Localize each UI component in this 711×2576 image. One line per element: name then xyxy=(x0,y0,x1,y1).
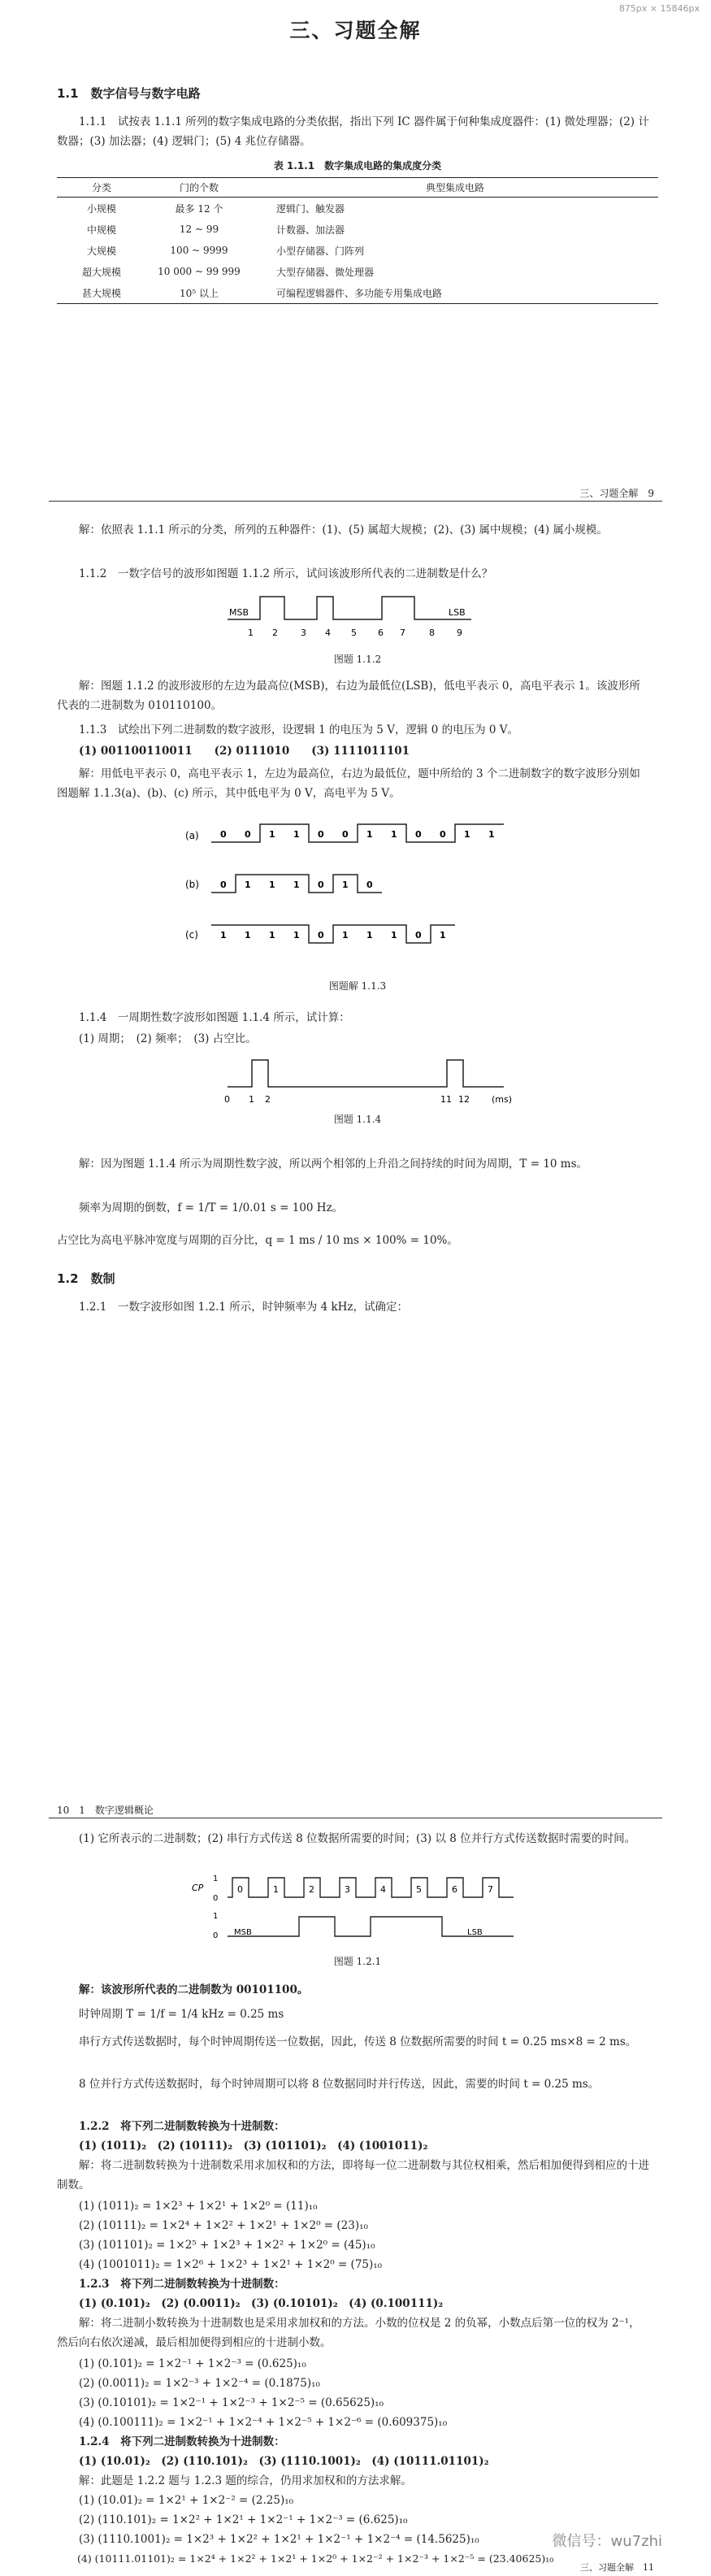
tick-label: 5 xyxy=(351,628,357,638)
bit-value-label: 1 xyxy=(440,930,446,940)
clock-index-label: 0 xyxy=(237,1884,243,1895)
page-1 xyxy=(0,0,711,423)
clock-waveform-line xyxy=(228,1878,514,1897)
level-label: 0 xyxy=(213,1931,219,1940)
answer-1-1-4-frequency: 频率为周期的倒数，f = 1/T = 1/0.01 s = 100 Hz。 xyxy=(79,1201,344,1214)
answer-1-2-4-line: (4) (10111.01101)₂ = 1×2⁴ + 1×2² + 1×2¹ + 1×2⁰ + 1×2⁻² + 1×2⁻³ + 1×2⁻⁵ = (23.40625)₁₀ xyxy=(77,2552,554,2565)
tick-label: 6 xyxy=(378,628,384,638)
bit-value-label: 1 xyxy=(245,880,251,890)
bit-value-label: 1 xyxy=(269,930,275,940)
bit-value-label: 0 xyxy=(318,930,324,940)
bit-value-label: 0 xyxy=(245,829,251,840)
answer-1-2-3-line: (3) (0.10101)₂ = 1×2⁻¹ + 1×2⁻³ + 1×2⁻⁵ = (0.65625)₁₀ xyxy=(79,2396,384,2409)
answer-1-1-1: 解：依照表 1.1.1 所示的分类，所列的五种器件：(1)、(5) 属超大规模；(2)、(3) 属中规模；(4) 属小规模。 xyxy=(79,523,608,536)
page-header: 三、习题全解 9 xyxy=(579,488,654,499)
question-1-1-4-items: (1) 周期； (2) 频率； (3) 占空比。 xyxy=(79,1032,257,1045)
clock-index-label: 6 xyxy=(452,1884,457,1895)
tick-label: 12 xyxy=(458,1094,470,1105)
answer-1-2-3-method: 解：将二进制小数转换为十进制数也是采用求加权和的方法。小数的位权是 2 的负幂，小数点后第一位的权为 2⁻¹，然后向右依次递减，最后相加便得到相应的十进制小数。 xyxy=(57,2317,640,2349)
bit-value-label: 1 xyxy=(269,829,275,840)
page-title: 三、习题全解 xyxy=(289,19,422,42)
clock-index-label: 3 xyxy=(345,1884,350,1895)
table-cell: 10 000 ~ 99 999 xyxy=(158,266,241,277)
table-row xyxy=(57,282,658,304)
bit-value-label: 1 xyxy=(220,930,227,940)
bit-value-label: 1 xyxy=(366,829,373,840)
bit-value-label: 1 xyxy=(488,829,495,840)
bit-value-label: 0 xyxy=(342,829,349,840)
answer-parallel-time: 8 位并行方式传送数据时，每个时钟周期可以将 8 位数据同时并行传送，因此，需要的时间 t = 0.25 ms。 xyxy=(79,2078,600,2091)
question-1-1-1: 1.1.1 试按表 1.1.1 所列的数字集成电路的分类依据，指出下列 IC 器件属于何种集成度器件：(1) 微处理器；(2) 计数器；(3) 加法器；(4) 逻辑门；(5) 4 兆位存储器。 xyxy=(57,115,649,148)
level-label: 0 xyxy=(213,1894,219,1903)
answer-1-2-4-line: (3) (1110.1001)₂ = 1×2³ + 1×2² + 1×2¹ + 1×2⁻¹ + 1×2⁻⁴ = (14.5625)₁₀ xyxy=(79,2533,479,2546)
integration-table xyxy=(57,177,658,304)
question-1-2-4-items: (1) (10.01)₂ (2) (110.101)₂ (3) (1110.1001)₂ (4) (10111.01101)₂ xyxy=(79,2455,489,2468)
table-cell: 100 ~ 9999 xyxy=(170,245,228,256)
tick-label: 1 xyxy=(248,628,254,638)
question-1-2-4: 1.2.4 将下列二进制数转换为十进制数： xyxy=(79,2435,285,2448)
answer-1-2-2-line: (3) (101101)₂ = 1×2⁵ + 1×2³ + 1×2² + 1×2⁰ = (45)₁₀ xyxy=(79,2239,375,2252)
bit-value-label: 1 xyxy=(245,930,251,940)
table-cell: 最多 12 个 xyxy=(175,202,223,215)
table-row xyxy=(57,240,658,261)
section-heading-1-1: 1.1 数字信号与数字电路 xyxy=(57,86,201,101)
bit-value-label: 0 xyxy=(366,880,373,890)
table-cell: 小规模 xyxy=(86,202,116,215)
binary-waveform-line xyxy=(211,824,504,842)
question-1-2-3-items: (1) (0.101)₂ (2) (0.0011)₂ (3) (0.10101)₂ (4) (0.100111)₂ xyxy=(79,2297,444,2310)
clock-index-label: 5 xyxy=(416,1884,422,1895)
answer-1-2-4-method: 解：此题是 1.2.2 题与 1.2.3 题的综合，仍用求加权和的方法求解。 xyxy=(79,2474,412,2487)
header-rule xyxy=(49,501,662,502)
waveform-label-b: (b) xyxy=(185,879,199,890)
table-header-cell: 门的个数 xyxy=(146,178,252,198)
waveform-figure-1-1-2 xyxy=(211,585,520,650)
msb-label: MSB xyxy=(234,1928,252,1937)
lsb-label: LSB xyxy=(467,1928,483,1937)
clock-index-label: 7 xyxy=(488,1884,493,1895)
tick-label: 4 xyxy=(325,628,331,638)
question-1-1-2: 1.1.2 一数字信号的波形如图题 1.1.2 所示，试问该波形所代表的二进制数是什么？ xyxy=(79,567,493,580)
answer-1-2-3-line: (4) (0.100111)₂ = 1×2⁻¹ + 1×2⁻⁴ + 1×2⁻⁵ + 1×2⁻⁶ = (0.609375)₁₀ xyxy=(79,2416,448,2429)
page-header: 10 1 数字逻辑概论 xyxy=(57,1805,154,1816)
waveform-label-a: (a) xyxy=(185,830,199,841)
answer-1-2-2-line: (1) (1011)₂ = 1×2³ + 1×2¹ + 1×2⁰ = (11)₁₀ xyxy=(79,2200,318,2213)
table-cell: 可编程逻辑器件、多功能专用集成电路 xyxy=(252,282,658,304)
bit-value-label: 1 xyxy=(391,829,397,840)
bit-value-label: 1 xyxy=(293,829,300,840)
tick-label: 2 xyxy=(272,628,278,638)
question-1-2-2-items: (1) (1011)₂ (2) (10111)₂ (3) (101101)₂ (4) (1001011)₂ xyxy=(79,2139,428,2152)
table-row xyxy=(57,261,658,282)
table-header-cell: 典型集成电路 xyxy=(252,178,658,198)
page-3 xyxy=(0,1796,711,2576)
clock-index-label: 4 xyxy=(380,1884,386,1895)
question-1-2-1: 1.2.1 一数字波形如图 1.2.1 所示，时钟频率为 4 kHz，试确定： xyxy=(79,1301,409,1314)
section-heading-1-2: 1.2 数制 xyxy=(57,1271,115,1286)
waveform-figure-1-2-1 xyxy=(187,1870,536,1951)
bit-value-label: 1 xyxy=(391,930,397,940)
bit-value-label: 0 xyxy=(318,880,324,890)
answer-binary-value: 解：该波形所代表的二进制数为 00101100。 xyxy=(79,1983,309,1996)
figure-caption-1-1-2: 图题 1.1.2 xyxy=(333,654,382,665)
level-label: 1 xyxy=(213,1874,219,1883)
bit-value-label: 1 xyxy=(293,880,300,890)
question-1-1-4: 1.1.4 一周期性数字波形如图题 1.1.4 所示，试计算： xyxy=(79,1011,350,1024)
bit-value-label: 1 xyxy=(342,930,349,940)
msb-label: MSB xyxy=(229,607,249,618)
answer-1-2-4-line: (2) (110.101)₂ = 1×2² + 1×2¹ + 1×2⁻¹ + 1×2⁻³ = (6.625)₁₀ xyxy=(79,2513,408,2526)
clock-index-label: 2 xyxy=(309,1884,314,1895)
bit-value-label: 1 xyxy=(464,829,470,840)
answer-1-1-4-period: 解：因为图题 1.1.4 所示为周期性数字波，所以两个相邻的上升沿之间持续的时间为周期，T = 10 ms。 xyxy=(79,1158,588,1171)
answer-1-2-3-line: (1) (0.101)₂ = 1×2⁻¹ + 1×2⁻³ = (0.625)₁₀ xyxy=(79,2357,306,2370)
waveform-line xyxy=(228,597,471,619)
bit-value-label: 1 xyxy=(366,930,373,940)
tick-label: 2 xyxy=(265,1094,271,1105)
tick-label: 7 xyxy=(400,628,405,638)
tick-label: 0 xyxy=(224,1094,230,1105)
table-row xyxy=(57,198,658,219)
figure-caption-1-1-4: 图题 1.1.4 xyxy=(333,1114,382,1125)
answer-1-1-2: 解：图题 1.1.2 的波形波形的左边为最高位(MSB)，右边为最低位(LSB)，低电平表示 0，高电平表示 1。该波形所代表的二进制数为 010110100。 xyxy=(57,680,640,712)
table-cell: 小型存储器、门阵列 xyxy=(276,245,365,257)
waveform-figure-1-1-4 xyxy=(211,1050,553,1107)
cp-label: CP xyxy=(192,1883,204,1893)
table-cell: 逻辑门、触发器 xyxy=(276,202,345,215)
tick-label: 8 xyxy=(429,628,435,638)
answer-serial-time: 串行方式传送数据时，每个时钟周期传送一位数据，因此，传送 8 位数据所需要的时间 t = 0.25 ms×8 = 2 ms。 xyxy=(79,2035,637,2048)
page-2 xyxy=(0,480,711,1788)
unit-label: (ms) xyxy=(492,1094,513,1105)
answer-1-2-4-line: (1) (10.01)₂ = 1×2¹ + 1×2⁻² = (2.25)₁₀ xyxy=(79,2494,294,2507)
bit-value-label: 0 xyxy=(415,829,422,840)
table-cell: 10⁵ 以上 xyxy=(146,282,252,304)
tick-label: 1 xyxy=(249,1094,254,1105)
image-dimension-label: 875px × 15846px xyxy=(618,3,700,14)
answer-1-1-4-duty-cycle: 占空比为高电平脉冲宽度与周期的百分比，q = 1 ms / 10 ms × 100% = 10%。 xyxy=(57,1234,458,1247)
question-1-2-2: 1.2.2 将下列二进制数转换为十进制数： xyxy=(79,2120,285,2133)
waveform-label-c: (c) xyxy=(185,929,198,940)
answer-1-2-2-method: 解：将二进制数转换为十进制数采用求加权和的方法，即将每一位二进制数与其位权相乘，然后相加便得到相应的十进制数。 xyxy=(57,2159,649,2192)
tick-label: 9 xyxy=(457,628,462,638)
answer-1-2-2-line: (4) (1001011)₂ = 1×2⁶ + 1×2³ + 1×2¹ + 1×2⁰ = (75)₁₀ xyxy=(79,2258,383,2271)
lsb-label: LSB xyxy=(449,607,466,618)
bit-value-label: 1 xyxy=(293,930,300,940)
table-cell: 12 ~ 99 xyxy=(179,224,219,235)
question-1-2-1-continued: (1) 它所表示的二进制数；(2) 串行方式传送 8 位数据所需要的时间；(3) 以 8 位并行方式传送数据时需要的时间。 xyxy=(79,1832,636,1845)
table-cell: 计数器、加法器 xyxy=(276,224,345,236)
table-header-cell: 分类 xyxy=(57,178,146,198)
bit-value-label: 1 xyxy=(269,880,275,890)
answer-1-2-3-line: (2) (0.0011)₂ = 1×2⁻³ + 1×2⁻⁴ = (0.1875)₁₀ xyxy=(79,2377,320,2390)
table-cell: 大型存储器、微处理器 xyxy=(276,266,375,278)
table-cell: 超大规模 xyxy=(81,266,121,278)
figure-caption-1-1-3: 图题解 1.1.3 xyxy=(328,980,387,992)
bit-value-label: 0 xyxy=(318,829,324,840)
answer-1-1-3: 解：用低电平表示 0，高电平表示 1，左边为最高位，右边为最低位，题中所给的 3 个二进制数字的数字波形分别如图题解 1.1.3(a)、(b)、(c) 所示，其中低电平为 0 V，高电平为 5 V。 xyxy=(57,767,640,800)
bit-value-label: 0 xyxy=(440,829,446,840)
tick-label: 3 xyxy=(301,628,306,638)
page-footer: 三、习题全解 11 xyxy=(580,2562,654,2573)
table-cell: 甚大规模 xyxy=(57,282,146,304)
periodic-waveform-line xyxy=(228,1060,504,1087)
table-cell: 大规模 xyxy=(86,245,116,257)
table-row xyxy=(57,219,658,240)
table-caption: 表 1.1.1 数字集成电路的集成度分类 xyxy=(273,160,442,172)
answer-1-2-2-line: (2) (10111)₂ = 1×2⁴ + 1×2² + 1×2¹ + 1×2⁰ = (23)₁₀ xyxy=(79,2219,368,2232)
tick-label: 11 xyxy=(440,1094,452,1105)
figure-caption-1-2-1: 图题 1.2.1 xyxy=(333,1956,382,1967)
bit-value-label: 0 xyxy=(415,930,422,940)
question-1-1-3-items: (1) 001100110011 (2) 0111010 (3) 1111011101 xyxy=(79,745,410,758)
question-1-2-3: 1.2.3 将下列二进制数转换为十进制数： xyxy=(79,2278,285,2291)
level-label: 1 xyxy=(213,1912,219,1921)
answer-clock-period: 时钟周期 T = 1/f = 1/4 kHz = 0.25 ms xyxy=(79,2008,284,2021)
wechat-watermark: 微信号：wu7zhi xyxy=(552,2533,662,2550)
question-1-1-3: 1.1.3 试绘出下列二进制数的数字波形，设逻辑 1 的电压为 5 V，逻辑 0 的电压为 0 V。 xyxy=(79,723,519,736)
waveform-figure-1-1-3 xyxy=(179,806,553,977)
clock-index-label: 1 xyxy=(273,1884,279,1895)
bit-value-label: 0 xyxy=(220,880,227,890)
bit-value-label: 0 xyxy=(220,829,227,840)
table-cell: 中规模 xyxy=(86,224,116,236)
bit-value-label: 1 xyxy=(342,880,349,890)
